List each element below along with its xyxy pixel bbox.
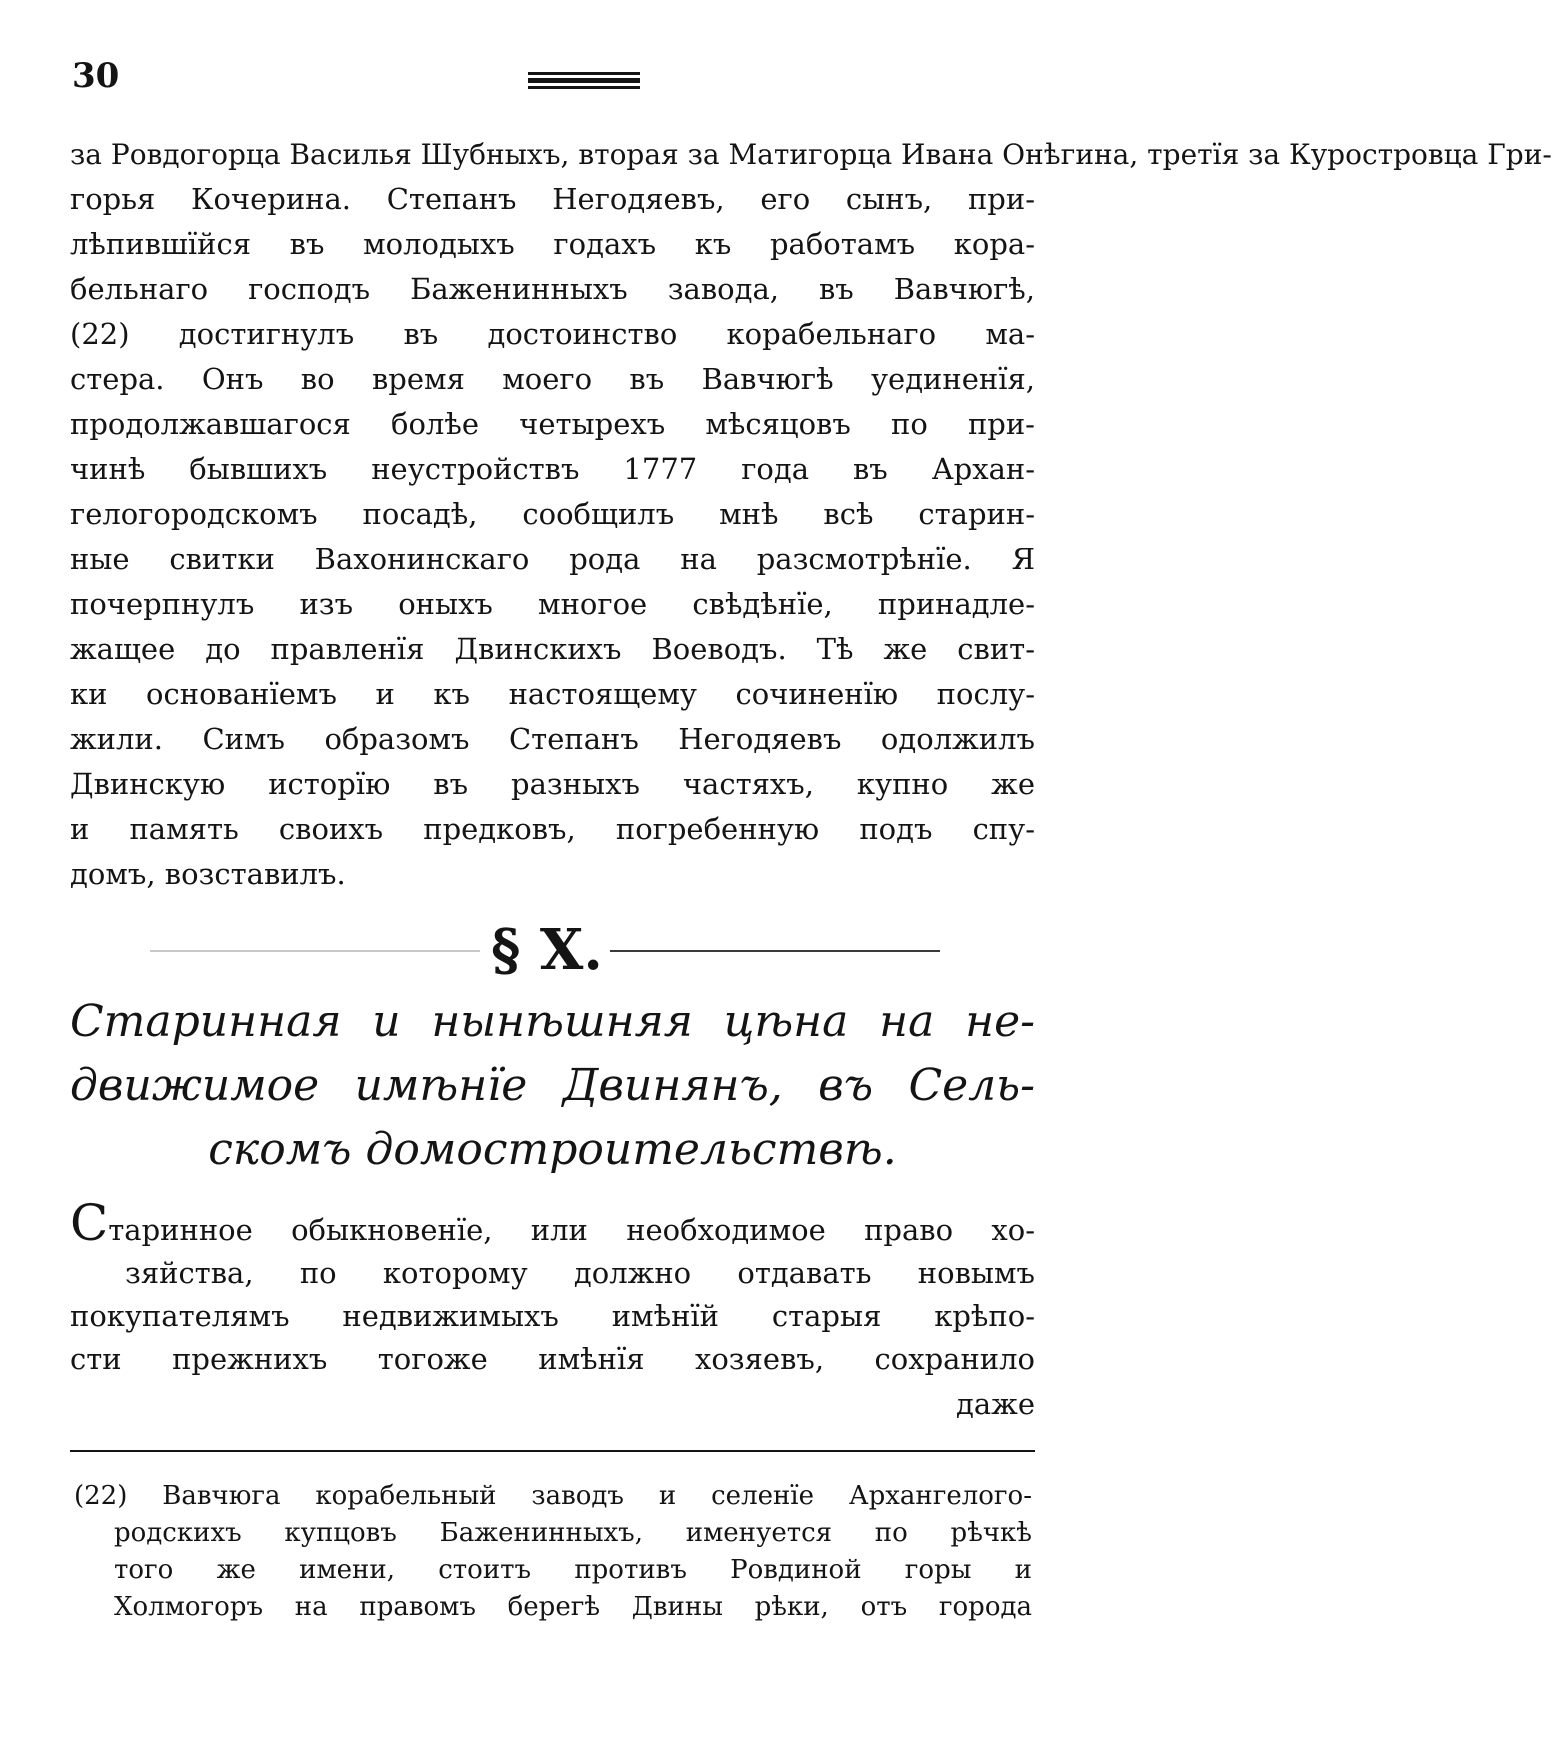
body-line: бельнаго господъ Баженинныхъ завода, въ Вавчюгѣ, bbox=[70, 272, 1035, 306]
paragraph-line: зяйства, по которому должно отдавать новымъ bbox=[125, 1256, 1035, 1290]
heading-line: скомъ домостроительствѣ. bbox=[208, 1124, 897, 1175]
body-line: горья Кочерина. Степанъ Негодяевъ, его сынъ, при- bbox=[70, 182, 1035, 216]
section-paragraph bbox=[70, 1194, 1035, 1381]
body-line: ные свитки Вахонинскаго рода на разсмотрѣнїе. Я bbox=[70, 542, 1035, 576]
body-line: за Ровдогорца Василья Шубныхъ, вторая за Матигорца Ивана Онѣгина, третїя за Куростровца Гри- bbox=[70, 138, 1552, 171]
paragraph-line-text: таринное обыкновенїе, или необходимое право хо- bbox=[108, 1213, 1035, 1247]
decorative-rule-right bbox=[610, 950, 940, 952]
body-line: ки основанїемъ и къ настоящему сочиненїю послу- bbox=[70, 677, 1035, 711]
decorative-rule-left bbox=[150, 950, 480, 952]
body-line: Двинскую исторїю въ разныхъ частяхъ, купно же bbox=[70, 767, 1035, 801]
body-line: почерпнулъ изъ оныхъ многое свѣдѣнїе, принадле- bbox=[70, 587, 1035, 621]
header-rule bbox=[528, 72, 640, 92]
footnote bbox=[74, 1478, 1032, 1626]
section-heading bbox=[70, 990, 1035, 1182]
body-line: стера. Онъ во время моего въ Вавчюгѣ уединенїя, bbox=[70, 362, 1035, 396]
body-line: и память своихъ предковъ, погребенную подъ спу- bbox=[70, 812, 1035, 846]
heading-line: Старинная и нынѣшняя цѣна на не- bbox=[70, 996, 1035, 1047]
body-line: домъ, возставилъ. bbox=[70, 857, 346, 891]
footnote-rule bbox=[70, 1450, 1035, 1452]
footnote-line: родскихъ купцовъ Баженинныхъ, именуется по рѣчкѣ bbox=[114, 1518, 1032, 1548]
body-line: продолжавшагося болѣе четырехъ мѣсяцовъ по при- bbox=[70, 407, 1035, 441]
body-line: (22) достигнулъ въ достоинство корабельнаго ма- bbox=[70, 317, 1035, 351]
body-line: чинѣ бывшихъ неустройствъ 1777 года въ Архан- bbox=[70, 452, 1035, 486]
paragraph-line: покупателямъ недвижимыхъ имѣнїй старыя крѣпо- bbox=[70, 1299, 1035, 1333]
body-line: жащее до правленїя Двинскихъ Воеводъ. Тѣ же свит- bbox=[70, 632, 1035, 666]
paragraph-first-line bbox=[70, 1194, 1035, 1252]
drop-cap: С bbox=[70, 1194, 109, 1252]
catchword: даже bbox=[956, 1387, 1035, 1421]
footnote-line: Холмогоръ на правомъ берегѣ Двины рѣки, отъ города bbox=[114, 1592, 1032, 1622]
footnote-line: того же имени, стоитъ противъ Ровдиной горы и bbox=[114, 1555, 1032, 1585]
section-mark bbox=[0, 917, 1140, 983]
heading-line: движимое имѣнїе Двинянъ, въ Сель- bbox=[70, 1060, 1035, 1111]
body-paragraph bbox=[70, 132, 1552, 897]
paragraph-line: сти прежнихъ тогоже имѣнїя хозяевъ, сохранило bbox=[70, 1342, 1035, 1376]
body-line: гелогородскомъ посадѣ, сообщилъ мнѣ всѣ старин- bbox=[70, 497, 1035, 531]
page-number: 30 bbox=[72, 56, 120, 96]
body-line: жили. Симъ образомъ Степанъ Негодяевъ одолжилъ bbox=[70, 722, 1035, 756]
footnote-line: (22) Вавчюга корабельный заводъ и селенїе Архангелого- bbox=[74, 1481, 1032, 1511]
section-number: § X. bbox=[491, 917, 603, 983]
body-line: лѣпившїйся въ молодыхъ годахъ къ работамъ кора- bbox=[70, 227, 1035, 261]
